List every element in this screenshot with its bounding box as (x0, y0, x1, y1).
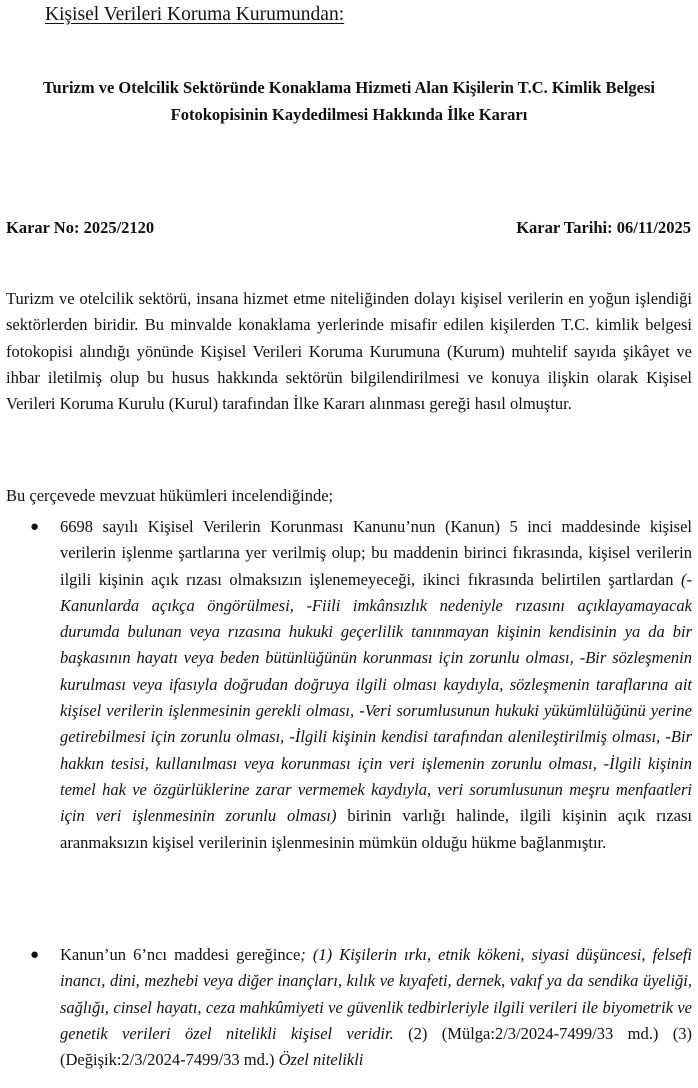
list-item-italic-text-end: Özel nitelikli (278, 1050, 364, 1070)
list-item-italic-text: ; (1) Kişilerin ırkı, etnik kökeni, siyasi düşüncesi, felsefi inancı, dini, mezhebi veya diğer inançları, kılık ve kıyafeti, dernek, vakıf ya da sendika üyeliği, sağlığı, cinsel hayatı, ceza mahkûmiyeti ve güvenlik tedbirleriyle ilgili verileri ile biyometrik ve genetik verileri özel nitelikli kişisel veridir. (60, 945, 692, 1043)
body-paragraph: Turizm ve otelcilik sektörü, insana hizmet etme niteliğinden dolayı kişisel verilerin en yoğun işlendiği sektörlerden biridir. Bu minvalde konaklama yerlerinde misafir edilen kişilerden T.C. kimlik belgesi fotokopisi alındığı yönünde Kişisel Verileri Koruma Kurumuna (Kurum) muhtelif sayıda şikâyet ve ihbar iletilmiş olup bu husus hakkında sektörün bilgilendirilmesi ve konuya ilişkin olarak Kişisel Verileri Koruma Kurulu (Kurul) tarafından İlke Kararı alınması gereği hasıl olmuştur. (6, 289, 692, 414)
title-line-2: Fotokopisinin Kaydedilmesi Hakkında İlke Kararı (170, 105, 528, 124)
decision-title (6, 74, 692, 128)
bullet-dot-icon: ● (30, 519, 40, 535)
title-line-1: Turizm ve Otelcilik Sektöründe Konaklama Hizmeti Alan Kişilerin T.C. Kimlik Belgesi (42, 78, 656, 97)
institution-header: Kişisel Verileri Koruma Kurumundan: (45, 4, 345, 25)
list-item-text-end: (2) (Mülga:2/3/2024-7499/33 md.) (3) (Değişik:2/3/2024-7499/33 md.) (60, 1023, 692, 1070)
intro-line: Bu çerçevede mevzuat hükümleri incelendiğinde; (6, 486, 334, 505)
decision-number: Karar No: 2025/2120 (6, 218, 155, 237)
list-item (30, 942, 692, 1073)
list-item-text-end: birinin varlığı halinde, ilgili kişinin açık rızası aranmaksızın kişisel verilerinin işlenmesinin mümkün olduğu hükme bağlanmıştır. (60, 806, 692, 852)
bullet-dot-icon: ● (30, 947, 40, 963)
list-item-text: Kanun’un 6’ncı maddesi gereğince (60, 945, 301, 964)
list-item (30, 514, 692, 856)
list-item-text: 6698 sayılı Kişisel Verilerin Korunması Kanunu’nun (Kanun) 5 inci maddesinde kişisel verilerin işlenme şartlarına yer verilmiş olup; bu maddenin birinci fıkrasında, kişisel verilerin ilgili kişinin açık rızası olmaksızın işlenemeyeceği, ikinci fıkrasında belirtilen şartlardan (60, 517, 692, 589)
decision-date: Karar Tarihi: 06/11/2025 (516, 218, 691, 237)
list-item-italic-text: (-Kanunlarda açıkça öngörülmesi, -Fiili imkânsızlık nedeniyle rızasını açıklayamayacak durumda bulunan veya rızasına hukuki geçerlilik tanınmayan kişinin kendisinin ya da bir başkasının hayatı veya beden bütünlüğünün korunması için zorunlu olması, -Bir sözleşmenin kurulması veya ifasıyla doğrudan doğruya ilgili olması kaydıyla, sözleşmenin taraflarına ait kişisel verilerin işlenmesinin gerekli olması, -Veri sorumlusunun hukuki yükümlülüğünü yerine getirebilmesi için zorunlu olması, -İlgili kişinin kendisi tarafından alenileştirilmiş olması, -Bir hakkın tesisi, kullanılması veya korunması için veri işlemenin zorunlu olması, -İlgili kişinin temel hak ve özgürlüklerine zarar vermemek kaydıyla, veri sorumlusunun meşru menfaatleri için veri işlenmesinin zorunlu olması) (60, 569, 692, 826)
